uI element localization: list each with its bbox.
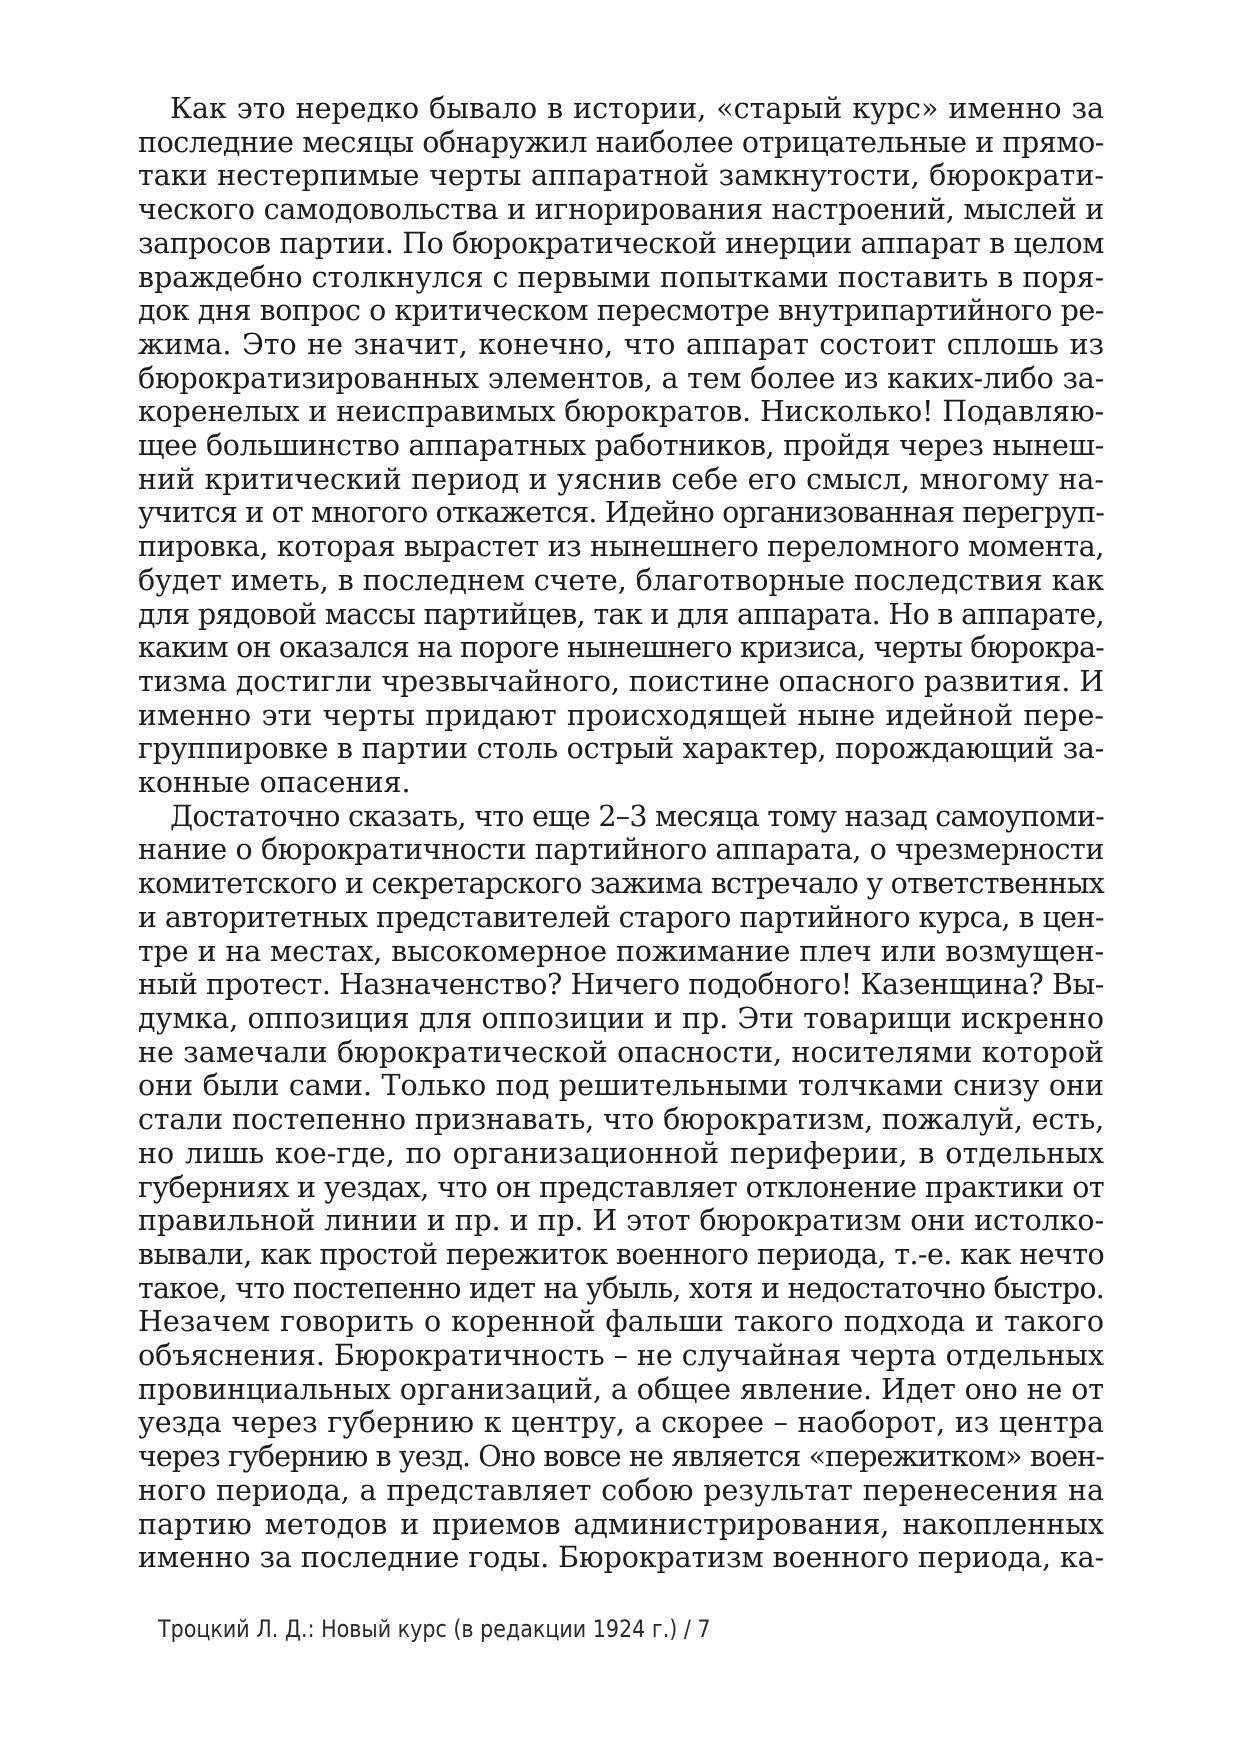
text-line: конные опасения. <box>138 766 411 800</box>
text-line: группировке в партии столь острый характер, порождающий за- <box>138 732 1104 766</box>
paragraph <box>138 92 1104 800</box>
text-line: ческого самодовольства и игнорирования настроений, мыслей и <box>138 193 1104 227</box>
text-line: объяснения. Бюрократичность – не случайная черта отдельных <box>138 1339 1104 1373</box>
text-line: уезда через губернию к центру, а скорее – наоборот, из центра <box>138 1406 1104 1440</box>
text-line: таки нестерпимые черты аппаратной замкнутости, бюрократи- <box>138 159 1104 193</box>
text-line: каким он оказался на пороге нынешнего кризиса, черты бюрокра- <box>138 631 1104 665</box>
text-line: но лишь кое-где, по организационной периферии, в отдельных <box>138 1136 1104 1170</box>
text-line: Достаточно сказать, что еще 2–3 месяца тому назад самоупоми- <box>170 799 1104 833</box>
text-line: нание о бюрократичности партийного аппарата, о чрезмерности <box>138 833 1104 867</box>
text-line: коренелых и неисправимых бюрократов. Нисколько! Подавляю- <box>138 395 1104 429</box>
text-line: док дня вопрос о критическом пересмотре внутрипартийного ре- <box>138 294 1104 328</box>
text-line: правильной линии и пр. и пр. И этот бюрократизм они истолко- <box>138 1204 1104 1238</box>
body-text <box>138 92 1104 1575</box>
text-line: ного периода, а представляет собою результат перенесения на <box>138 1473 1104 1507</box>
text-line: жима. Это не значит, конечно, что аппарат состоит сплошь из <box>138 327 1104 361</box>
text-line: думка, оппозиция для оппозиции и пр. Эти товарищи искренно <box>138 1001 1104 1035</box>
text-line: для рядовой массы партийцев, так и для аппарата. Но в аппарате, <box>138 597 1104 631</box>
paragraph <box>138 800 1104 1575</box>
text-line: именно эти черты придают происходящей ныне идейной пере- <box>138 698 1104 732</box>
text-line: Незачем говорить о коренной фальши такого подхода и такого <box>138 1305 1104 1339</box>
text-line: ний критический период и уяснив себе его смысл, многому на- <box>138 462 1104 496</box>
text-line: такое, что постепенно идет на убыль, хотя и недостаточно быстро. <box>138 1271 1104 1305</box>
text-line: партию методов и приемов администрирования, накопленных <box>138 1507 1104 1541</box>
text-line: тизма достигли чрезвычайного, поистине опасного развития. И <box>138 664 1104 698</box>
text-line: щее большинство аппаратных работников, пройдя через нынеш- <box>138 429 1104 463</box>
text-line: будет иметь, в последнем счете, благотворные последствия как <box>138 563 1104 597</box>
text-line: вывали, как простой пережиток военного периода, т.-е. как нечто <box>138 1237 1104 1271</box>
text-line: враждебно столкнулся с первыми попытками поставить в поря- <box>138 260 1104 294</box>
text-line: бюрократизированных элементов, а тем более из каких-либо за- <box>138 361 1104 395</box>
text-line: через губернию в уезд. Оно вовсе не является «пережитком» воен- <box>138 1440 1104 1474</box>
text-line: тре и на местах, высокомерное пожимание плеч или возмущен- <box>138 934 1104 968</box>
text-line: они были сами. Только под решительными толчками снизу они <box>138 1069 1104 1103</box>
text-line: ный протест. Назначенство? Ничего подобного! Казенщина? Вы- <box>138 968 1104 1002</box>
text-line: и авторитетных представителей старого партийного курса, в цен- <box>138 900 1104 934</box>
text-line: последние месяцы обнаружил наиболее отрицательные и прямо- <box>138 125 1104 159</box>
text-line: стали постепенно признавать, что бюрократизм, пожалуй, есть, <box>138 1103 1104 1137</box>
text-line: учится и от многого откажется. Идейно организованная перегруп- <box>138 496 1104 530</box>
text-line: запросов партии. По бюрократической инерции аппарат в целом <box>138 226 1104 260</box>
text-line: губерниях и уездах, что он представляет отклонение практики от <box>138 1170 1104 1204</box>
text-line: именно за последние годы. Бюрократизм военного периода, ка- <box>138 1541 1104 1575</box>
text-line: не замечали бюрократической опасности, носителями которой <box>138 1035 1104 1069</box>
text-line: пировка, которая вырастет из нынешнего переломного момента, <box>138 530 1104 564</box>
text-line: провинциальных организаций, а общее явление. Идет оно не от <box>138 1372 1104 1406</box>
page-footer: Троцкий Л. Д.: Новый курс (в редакции 1924 г.) / 7 <box>158 1615 711 1643</box>
text-line: комитетского и секретарского зажима встречало у ответственных <box>138 867 1104 901</box>
text-line: Как это нередко бывало в истории, «старый курс» именно за <box>170 92 1104 125</box>
